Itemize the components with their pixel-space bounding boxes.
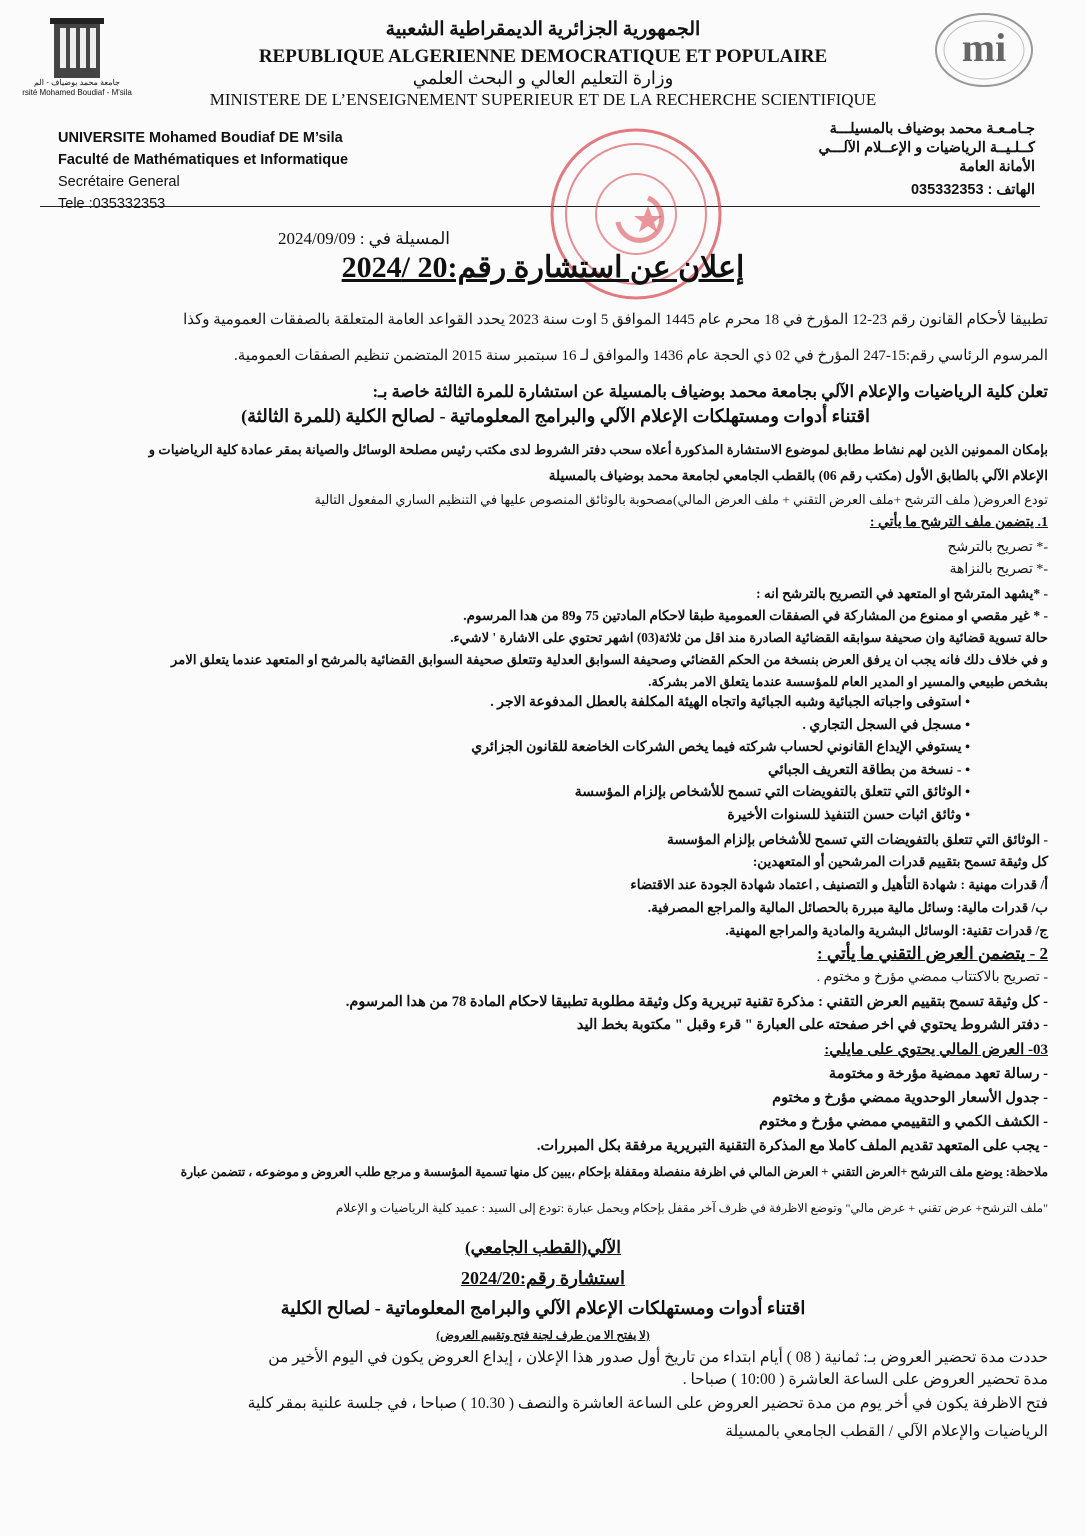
capacity-financial: ب/ قدرات مالية: وسائل مالية مبررة بالحصائل المالية والمراجع المصرفية. [647, 900, 1048, 915]
consultation-number: استشارة رقم:2024/20 [461, 1268, 625, 1288]
body-p4: اقتناء أدوات ومستهلكات الإعلام الآلي والبرامج المعلوماتية - لصالح الكلية (للمرة الثالثة) [241, 406, 870, 426]
candidacy-natural-person: بشخص طبيعي والمسير او المدير العام للمؤسسة عندما يتعلق الامر بشركة. [648, 674, 1048, 689]
header-french-ministry: MINISTERE DE L’ENSEIGNEMENT SUPERIEUR ET DE LA RECHERCHE SCIENTIFIQUE [209, 90, 877, 109]
candidacy-bullets [200, 692, 970, 827]
list-item: • الوثائق التي تتعلق بالتفويضات التي تسمح للأشخاص بإلزام المؤسسة [574, 785, 970, 800]
list-item: • وثائق اثبات حسن التنفيذ للسنوات الأخيرة [727, 807, 970, 823]
body-p5: بإمكان الممونين الذين لهم نشاط مطابق لموضوع الاستشارة المذكورة أعلاه سحب دفتر الشروط لدى مكتب رئيس مصلحة الوسائل والصيانة بمقر عمادة كلية الرياضيات و [148, 442, 1048, 457]
faculty-logo-mark: mi [961, 25, 1007, 70]
financial-complete-file: - يجب على المتعهد تقديم الملف كاملا مع المذكرة التقنية التبريرية مرفقة بكل المبررات. [536, 1138, 1048, 1154]
left-tele: Tele :035332353 [58, 196, 166, 212]
left-faculty: Faculté de Mathématiques et Informatique [58, 152, 349, 168]
section-candidacy-title: 1. يتضمن ملف الترشح ما يأتي : [869, 515, 1048, 530]
candidacy-judicial: حالة تسوية قضائية وان صحيفة سوابقه القضائية الصادرة مند اقل من ثلاثة(03) اشهر تحتوي على الاشارة ' لاشيء. [450, 630, 1048, 645]
body-p7: تودع العروض( ملف الترشح +ملف العرض التقني + ملف العرض المالي)مصحوبة بالوثائق المنصوص عليها في التنظيم الساري المفعول التالية [314, 492, 1048, 507]
faculty-logo [930, 10, 1038, 90]
body-p1: تطبيقا لأحكام القانون رقم 23-12 المؤرخ في 18 محرم عام 1445 الموافق 5 اوت سنة 2023 يحدد القواعد العامة المتعلقة بالصفقات العمومية وكذا [183, 312, 1048, 328]
deadline-line1: حددت مدة تحضير العروض بـ: ثمانية ( 08 ) أيام ابتداء من تاريخ أول صدور هذا الإعلان ، إيداع العروض يكون في اليوم الأخير من [268, 1349, 1048, 1366]
candidacy-otherwise: و في خلاف دلك فانه يجب ان يرفق العرض بنسخة من الحكم القضائي وصحيفة السوابق العدلية وتتعلق صحيفة السوابق القضائية بالمرشح او المتعهد عندما يتعلق الامر [171, 652, 1048, 667]
candidacy-certify: - *يشهد المترشح او المتعهد في التصريح بالترشح انه : [756, 586, 1048, 601]
body-p6: الإعلام الآلي بالطابق الأول (مكتب رقم 06) بالقطب الجامعي لجامعة محمد بوضياف بالمسيلة [548, 468, 1048, 483]
capacity-professional: أ/ قدرات مهنية : شهادة التأهيل و التصنيف , اعتماد شهادة الجودة عند الاقتضاء [630, 877, 1048, 892]
candidacy-declaration: -* تصريح بالترشح [947, 540, 1048, 555]
integrity-declaration: -* تصريح بالنزاهة [949, 562, 1048, 577]
document-date: المسيلة في : 2024/09/09 [278, 229, 450, 248]
header-arabic-republic: الجمهورية الجزائرية الديمقراطية الشعبية [385, 19, 701, 40]
opening-line2: الرياضيات والإعلام الآلي / القطب الجامعي بالمسيلة [725, 1423, 1048, 1440]
left-secretary: Secrétaire General [58, 174, 180, 190]
financial-prices: - جدول الأسعار الوحدوية ممضي مؤرخ و مختوم [772, 1090, 1048, 1106]
header-arabic-ministry: وزارة التعليم العالي و البحث العلمي [412, 68, 674, 88]
header-french-republic: REPUBLIQUE ALGERIENNE DEMOCRATIQUE ET POPULAIRE [258, 46, 828, 67]
list-item: • - نسخة من بطاقة التعريف الجبائي [768, 762, 970, 778]
list-item: • مسجل في السجل التجاري . [802, 717, 970, 733]
header-divider [40, 206, 1040, 207]
right-phone: الهاتف : 035332353 [910, 182, 1035, 198]
right-university: جـامـعـة محمد بوضياف بالمسيلـــة [829, 121, 1035, 137]
section-financial-title: 03- العرض المالي يحتوي على مايلي: [824, 1042, 1048, 1058]
capacity-technical: ج/ قدرات تقنية: الوسائل البشرية والمادية والمراجع المهنية. [725, 923, 1048, 938]
candidacy-authorizations: - الوثائق التي تتعلق بالتفويضات التي تسمح للأشخاص بإلزام المؤسسة [667, 832, 1048, 847]
financial-commitment: - رسالة تعهد ممضية مؤرخة و مختومة [828, 1066, 1048, 1082]
note-recipient: الآلي(القطب الجامعي) [464, 1238, 621, 1257]
deadline-line2: مدة تحضير العروض على الساعة العاشرة ( 10:00 ) صباحا . [682, 1371, 1048, 1388]
note-envelope: "ملف الترشح+ عرض تقني + عرض مالي" وتوضع الاظرفة في ظرف آخر مقفل بإحكام ويحمل عبارة :تودع إلى السيد : عميد كلية الرياضيات و الإعلام [335, 1201, 1048, 1215]
financial-quantitative: - الكشف الكمي و التقييمي ممضي مؤرخ و مختوم [759, 1114, 1048, 1130]
right-secretariat: الأمانة العامة [959, 159, 1035, 175]
university-logo [14, 14, 140, 98]
candidacy-not-excluded: - * غير مقصي او ممنوع من المشاركة في الصفقات العمومية طبقا لاحكام المادتين 75 و89 من هدا المرسوم. [463, 608, 1048, 623]
capacities-intro: كل وثيقة تسمح بتقييم قدرات المرشحين أو المتعهدين: [752, 854, 1048, 869]
body-p3: تعلن كلية الرياضيات والإعلام الآلي بجامعة محمد بوضياف بالمسيلة عن استشارة للمرة الثالثة خاصة بـ: [372, 382, 1048, 401]
technical-subscription: - تصريح بالاكتتاب ممضي مؤرخ و مختوم . [816, 970, 1048, 985]
consultation-note: (لا يفتح الا من طرف لجنة فتح وتقييم العروض) [436, 1330, 650, 1342]
document-title: إعلان عن استشارة رقم:20 /2024 [341, 251, 745, 284]
university-logo-caption-fr: rsité Mohamed Boudiaf - M'sila [22, 88, 132, 97]
technical-evaluation: - كل وثيقة تسمح بتقييم العرض التقني : مذكرة تقنية تبريرية وكل وثيقة مطلوبة تطبيقا لاحكام المادة 78 من هدا المرسوم. [345, 994, 1048, 1010]
right-faculty: كــلـيــة الرياضيات و الإعــلام الآلـــي [818, 140, 1035, 156]
note-paragraph: ملاحظة: يوضع ملف الترشح +العرض التقني + العرض المالي في اظرفة منفصلة ومقفلة بإحكام ،يبين كل منها تسمية المؤسسة و مرجع طلب العروض و موضوعه ، تتضمن عبارة [180, 1165, 1048, 1179]
left-university: UNIVERSITE Mohamed Boudiaf DE M’sila [58, 130, 343, 146]
technical-specifications: - دفتر الشروط يحتوي في اخر صفحته على العبارة " قرء وقبل " مكتوبة بخط اليد [576, 1017, 1048, 1033]
section-technical-title: 2 - يتضمن العرض التقني ما يأتي : [816, 944, 1048, 963]
list-item: • يستوفي الإيداع القانوني لحساب شركته فيما يخص الشركات الخاضعة للقانون الجزائري [471, 740, 970, 755]
opening-line1: فتح الاظرفة يكون في أخر يوم من مدة تحضير العروض على الساعة العاشرة والنصف ( 10.30 ) صباحا ، في جلسة علنية بمقر كلية [247, 1395, 1048, 1412]
consultation-subject: اقتناء أدوات ومستهلكات الإعلام الآلي والبرامج المعلوماتية - لصالح الكلية [280, 1298, 806, 1318]
university-logo-caption-ar: جامعة محمد بوضياف - الم [34, 78, 120, 87]
left-address-block [58, 127, 418, 215]
body-p2: المرسوم الرئاسي رقم:15-247 المؤرخ في 02 ذي الحجة عام 1436 والموافق لـ 16 سبتمبر سنة 2015 المتضمن تنظيم الصفقات العمومية. [234, 348, 1048, 364]
list-item: • استوفى واجباته الجبائية وشبه الجبائية واتجاه الهيئة المكلفة بالعطل المدفوعة الاجر . [490, 695, 970, 710]
